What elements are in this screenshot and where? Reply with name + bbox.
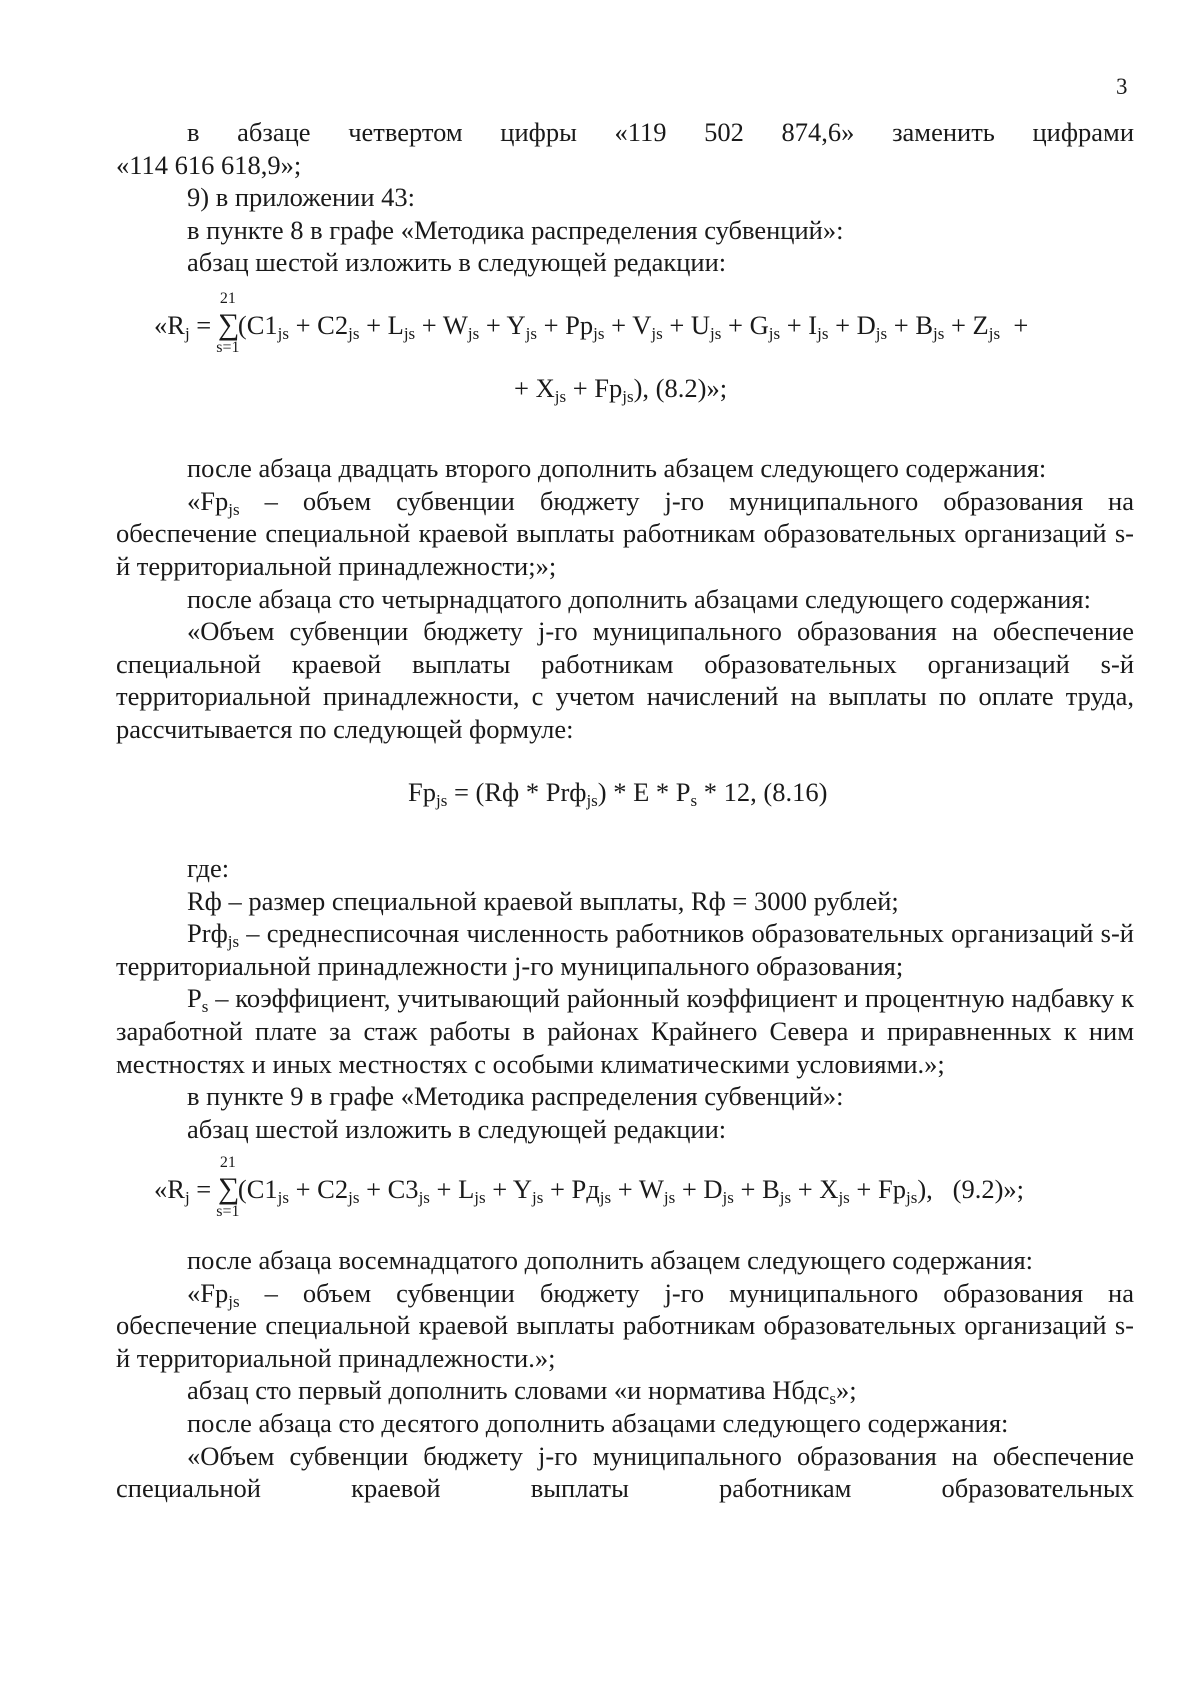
paragraph-text: – объем субвенции бюджету j-го муниципального образования на обеспечение специальной краевой выплаты работникам образовательных организаций s-й территориальной принадлежности.»; — [116, 1277, 1134, 1373]
paragraph: после абзаца сто четырнадцатого дополнить абзацами следующего содержания: — [187, 583, 1091, 614]
paragraph: после абзаца сто десятого дополнить абзацами следующего содержания: — [187, 1408, 1009, 1438]
document-body — [116, 116, 1134, 1505]
paragraph: в пункте 8 в графе «Методика распределения субвенций»: — [187, 214, 844, 245]
paragraph: «114 616 618,9»; — [116, 149, 302, 180]
sum-upper-limit: 21 — [219, 1154, 236, 1172]
paragraph: Prф$_{js}$ – среднесписочная численность работников образовательных организаций s-й территориальной принадлежности j-го муниципального образования; — [116, 918, 1134, 981]
paragraph: Rф – размер специальной краевой выплаты, Rф = 3000 рублей; — [187, 885, 899, 916]
paragraph-text: абзац сто первый дополнить словами «и норматива Нбдс — [187, 1375, 830, 1406]
paragraph: где: — [187, 853, 230, 884]
sum-icon: ∑ 21 s=1 — [218, 309, 238, 342]
sum-upper-limit: 21 — [219, 289, 236, 307]
paragraph-text: – коэффициент, учитывающий районный коэффициент и процентную надбавку к заработной плате за стаж работы в районах Крайнего Севера и приравненных к ним местностях и иных местностях с особыми климатическими условиями.»; — [116, 983, 1134, 1079]
paragraph: $P_s$ – коэффициент, учитывающий районный коэффициент и процентную надбавку к заработной плате за стаж работы в районах Крайнего Севера и приравненных к ним местностях и иных местностях с особыми климатическими условиями.»; — [116, 983, 1134, 1079]
paragraph: абзац шестой изложить в следующей редакции: — [187, 1113, 727, 1144]
sum-icon: ∑ 21 s=1 — [218, 1173, 238, 1206]
formula-9-2: «$R_j$ = ∑ 21 s=1 $(C1_{js} + C2_{js} + C3_{js} + L_{js} + Y_{js} + Pд_{js} + W_{js} + D_{js} + B_{js} + X_{js} + Fp_{js})$, (9.2)»; — [154, 1154, 1025, 1221]
paragraph: после абзаца двадцать второго дополнить абзацем следующего содержания: — [187, 453, 1047, 484]
page-number: 3 — [1116, 74, 1128, 99]
paragraph: после абзаца восемнадцатого дополнить абзацем следующего содержания: — [187, 1245, 1034, 1276]
paragraph: абзац шестой изложить в следующей редакции: — [187, 247, 727, 278]
paragraph: 9) в приложении 43: — [187, 182, 416, 213]
paragraph-text: – среднесписочная численность работников образовательных организаций s-й территориальной принадлежности j-го муниципального образования; — [116, 918, 1134, 981]
paragraph: в пункте 9 в графе «Методика распределения субвенций»: — [187, 1081, 844, 1112]
paragraph: «Объем субвенции бюджету j-го муниципального образования на обеспечение специальной краевой выплаты работникам образовательных организаций s-й территориальной принадлежности, с учетом начислений на выплаты по оплате труда, рассчитывается по следующей формуле: — [116, 616, 1134, 744]
paragraph-text: – объем субвенции бюджету j-го муниципального образования на обеспечение специальной краевой выплаты работникам образовательных организаций s-й территориальной принадлежности;»; — [116, 485, 1134, 581]
sum-lower-limit: s=1 — [216, 1203, 240, 1221]
paragraph: в абзаце четвертом цифры «119 502 874,6» заменить цифрами — [187, 117, 1134, 147]
formula-8-2-line1: «$R_j$ = ∑ 21 s=1 ($C1_{js} + C2_{js} + L_{js} + W_{js} + Y_{js} + Pp_{js} + V_{js} + U_{js} + G_{js} + I_{js} + D_{js} + B_{js} + Z_{js}$ + — [154, 289, 1029, 356]
paragraph: «Объем субвенции бюджету j-го муниципального образования на обеспечение специальной краевой выплаты работникам образовательных — [116, 1440, 1134, 1504]
formula-8-2-line2: + $X_{js} + Fp_{js}$), (8.2)»; — [514, 372, 728, 406]
sum-lower-limit: s=1 — [216, 338, 240, 356]
formula-8-16: $Fp_{js} = (Rф * Prф_{js}) * E * P_s * 12$, (8.16) — [408, 776, 828, 810]
paragraph: абзац сто первый дополнить словами «и норматива Нбдс$_s$»; — [187, 1375, 857, 1409]
paragraph: «$Fp_{js}$ – объем субвенции бюджету j-го муниципального образования на обеспечение специальной краевой выплаты работникам образовательных организаций s-й территориальной принадлежности.»; — [116, 1277, 1134, 1373]
paragraph: «$Fp_{js}$ – объем субвенции бюджету j-го муниципального образования на обеспечение специальной краевой выплаты работникам образовательных организаций s-й территориальной принадлежности;»; — [116, 485, 1134, 581]
